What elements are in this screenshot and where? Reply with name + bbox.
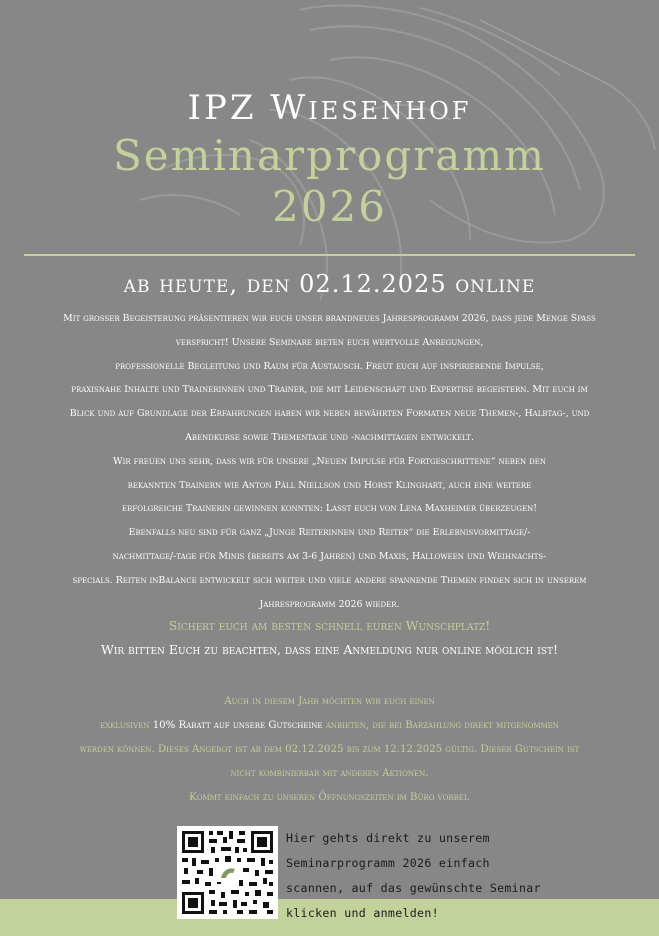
promo-line: nicht kombinierbar mit anderen Aktionen. xyxy=(230,768,429,779)
headline: ab heute, den 02.12.2025 online xyxy=(123,270,536,298)
promo-line: Auch in diesem Jahr möchten wir euch einen xyxy=(224,696,435,707)
intro-line: praxisnahe Inhalte und Trainerinnen und Trainer, die mit Leidenschaft und Expertise begeistern. Mit euch im xyxy=(71,384,588,396)
intro-line: Abendkurse sowie Thementage und -nachmittagen entwickelt. xyxy=(185,431,474,443)
qr-caption-line: Seminarprogramm 2026 einfach xyxy=(286,856,490,870)
program-title: Seminarprogramm xyxy=(113,131,546,180)
cta-secondary: Wir bitten Euch zu beachten, dass eine Anmeldung nur online möglich ist! xyxy=(100,642,559,657)
org-name: IPZ Wiesenhof xyxy=(187,88,472,128)
promo-line: Kommt einfach zu unseren Öffnungszeiten im Büro vorbei. xyxy=(189,792,470,803)
promo-offer: anbieten, die bei Barzahlung direkt mitgenommen xyxy=(322,720,559,731)
promo-discount: 10% Rabatt auf unsere Gutscheine xyxy=(152,720,323,731)
intro-line: Wir freuen uns sehr, dass wir für unsere „Neuen Impulse für Fortgeschrittene“ neben den xyxy=(113,455,546,467)
promo-line: werden können. Dieses Angebot ist ab dem 02.12.2025 bis zum 12.12.2025 gültig. Dieser Gutschein ist xyxy=(79,744,580,755)
cta-primary: Sichert euch am besten schnell euren Wunschplatz! xyxy=(168,618,491,633)
divider xyxy=(24,254,635,256)
qr-caption-line: Hier gehts direkt zu unserem xyxy=(286,831,490,845)
intro-line: specials. Reiten inBalance entwickelt sich weiter und viele andere spannende Themen finden sich in unserem xyxy=(72,574,587,586)
intro-line: Ebenfalls neu sind für ganz „Junge Reiterinnen und Reiter“ die Erlebnisvormittage/- xyxy=(128,527,531,539)
promo-text xyxy=(20,690,639,810)
intro-line: nachmittage/-tage für Minis (bereits am 3-6 Jahren) und Maxis, Halloween und Weihnachts- xyxy=(112,550,547,562)
intro-line: verspricht! Unsere Seminare bieten euch wertvolle Anregungen, xyxy=(175,336,484,348)
qr-code[interactable] xyxy=(177,826,278,919)
qr-caption xyxy=(286,826,546,926)
intro-line: Jahresprogramm 2026 wieder. xyxy=(259,598,400,610)
program-year: 2026 xyxy=(272,182,387,231)
qr-code-icon xyxy=(177,826,278,919)
promo-exclusive: exklusiven xyxy=(100,720,153,731)
qr-caption-line: klicken und anmelden! xyxy=(286,906,439,920)
intro-line: erfolgreiche Trainerin gewinnen konnten: Lasst euch von Lena Maxheimer überzeugen! xyxy=(122,503,537,515)
intro-line: bekannten Trainern wie Anton Páll Niellson und Horst Klinghart, auch eine weitere xyxy=(127,479,532,491)
intro-line: Blick und auf Grundlage der Erfahrungen haben wir neben bewährten Formaten neue Themen-, Halbtag-, und xyxy=(69,408,590,420)
intro-line: Mit großer Begeisterung präsentieren wir euch unser brandneues Jahresprogramm 2026, dass jede Menge Spaß xyxy=(63,313,596,324)
qr-caption-line: scannen, auf das gewünschte Seminar xyxy=(286,881,541,895)
intro-text xyxy=(20,307,639,616)
title-block xyxy=(0,88,659,232)
promo-line xyxy=(20,714,639,738)
intro-line: professionelle Begleitung und Raum für Austausch. Freut euch auf inspirierende Impulse, xyxy=(115,360,544,372)
